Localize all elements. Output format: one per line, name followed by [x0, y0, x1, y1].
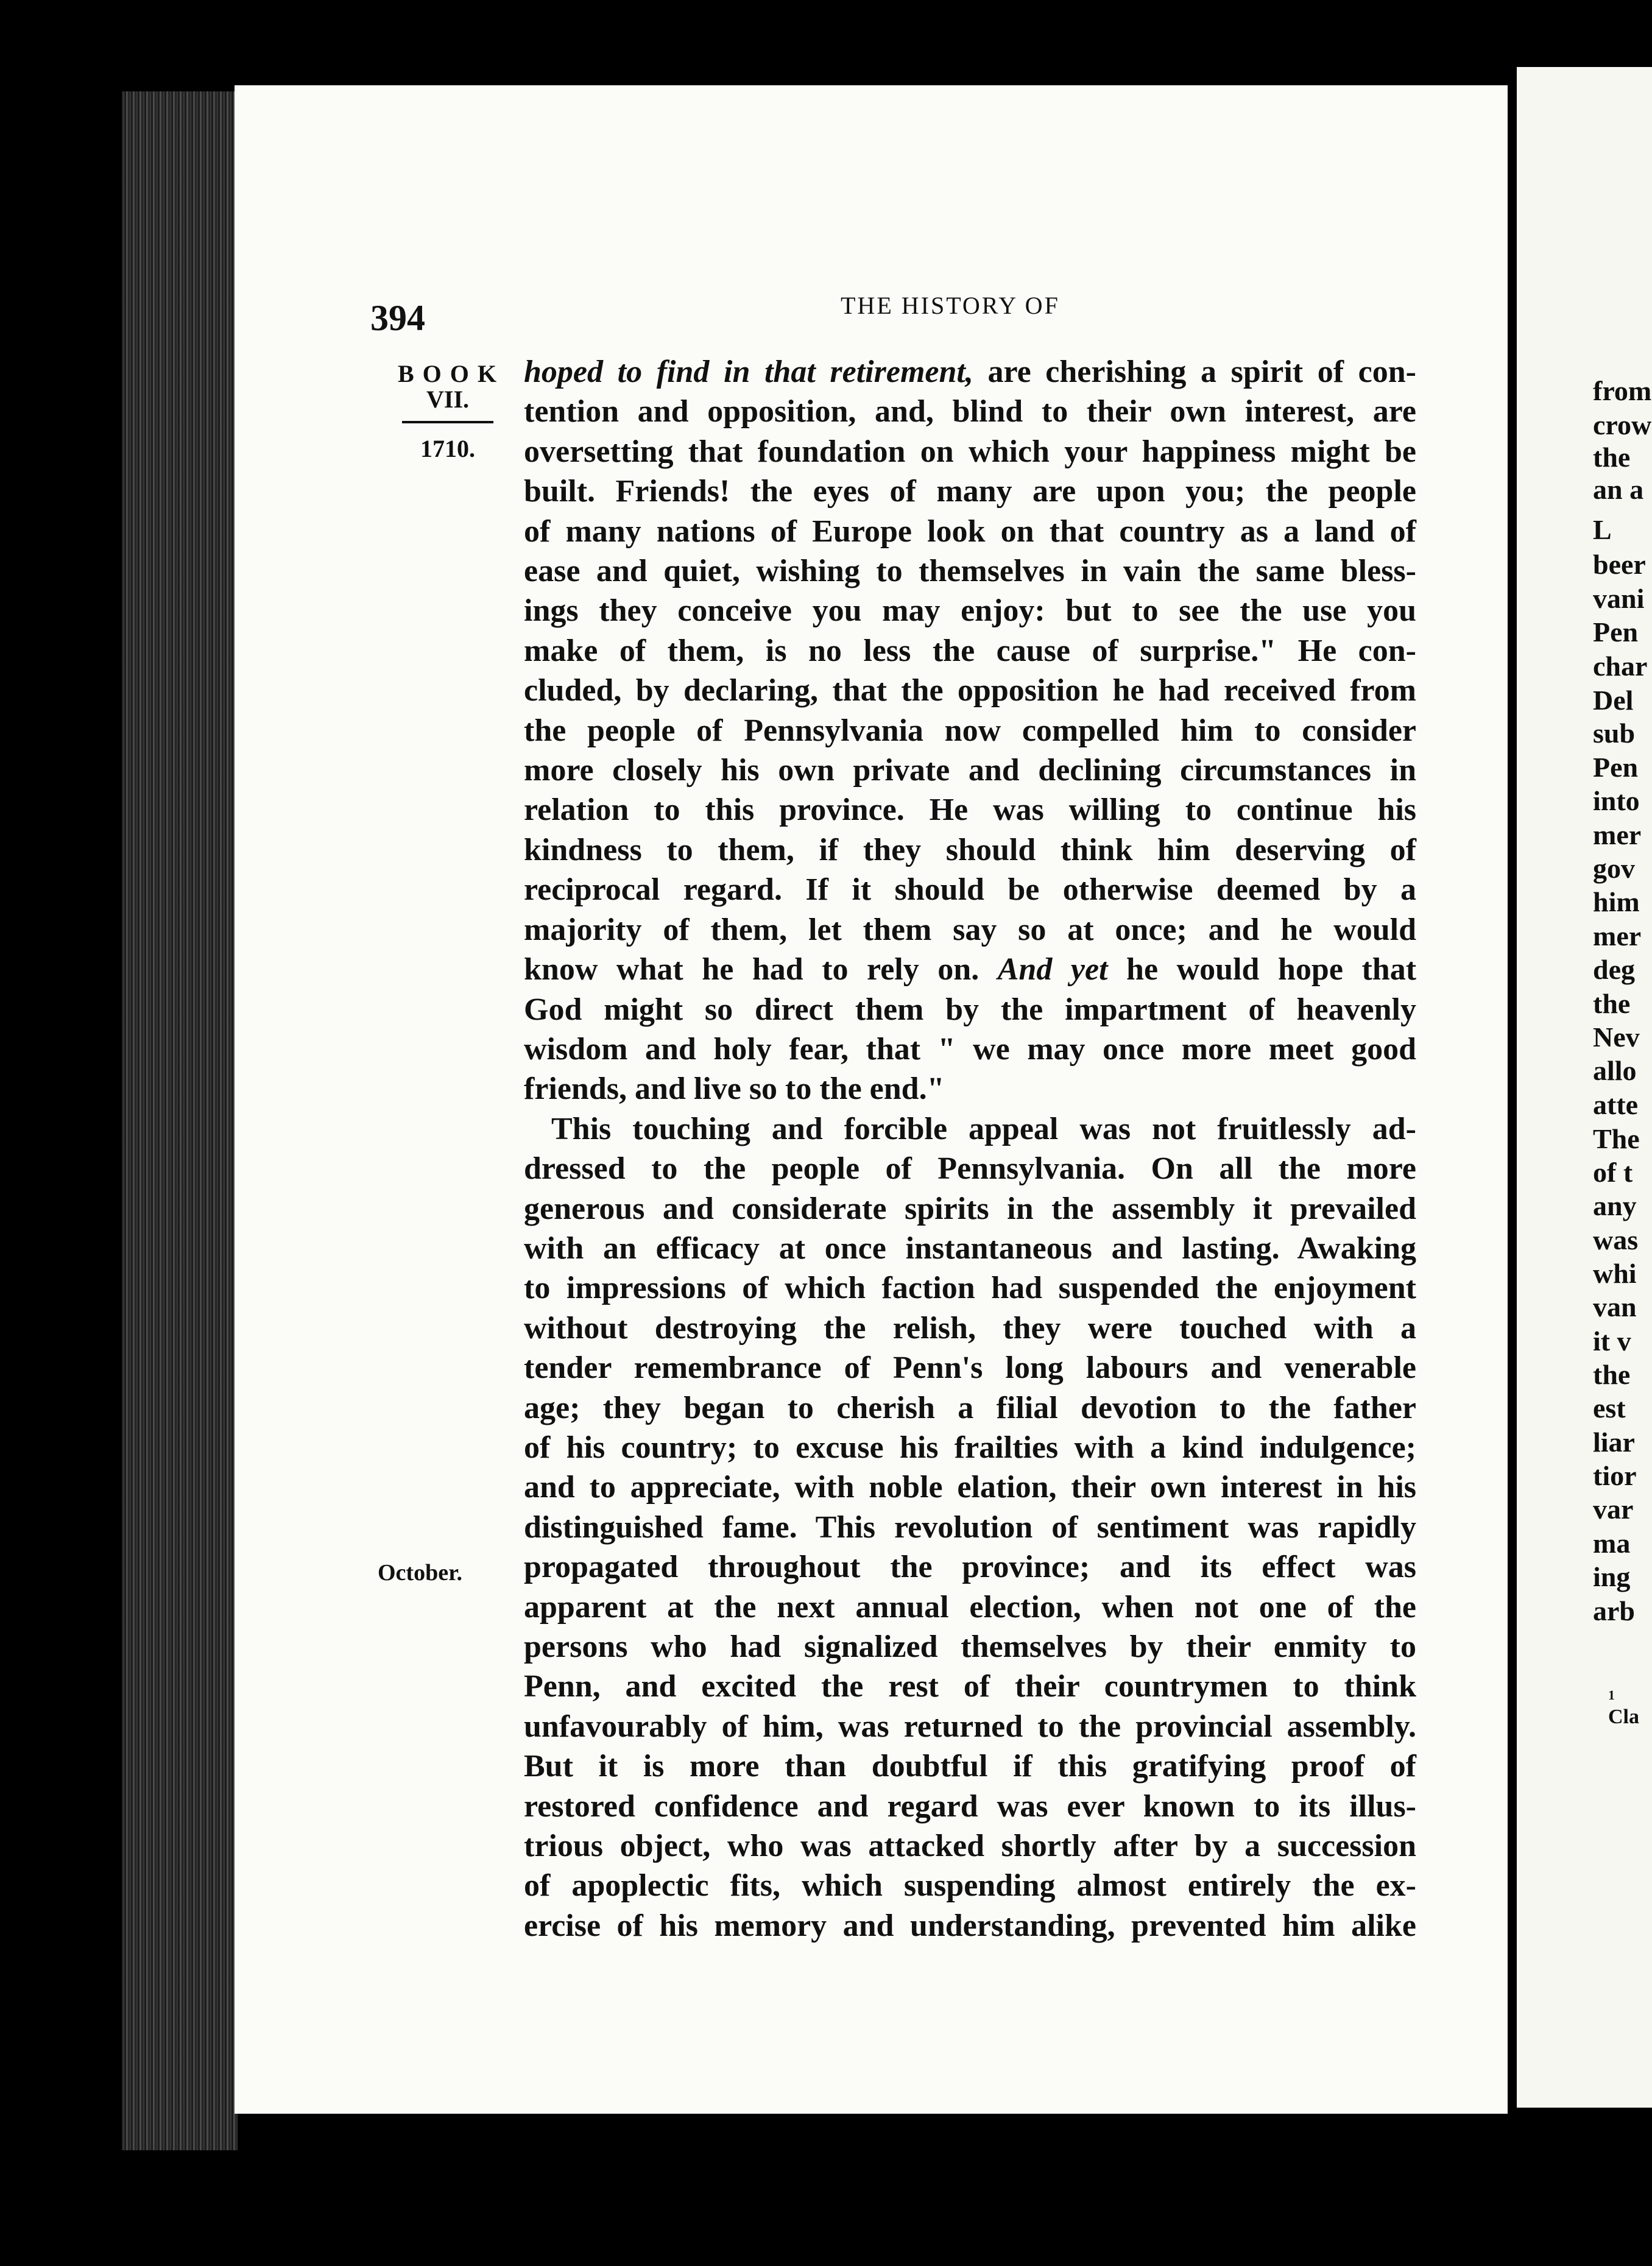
text-line — [524, 1189, 1416, 1229]
text-line — [524, 1029, 1416, 1069]
text-line — [524, 1388, 1416, 1428]
margin-year: 1710. — [420, 435, 475, 462]
text-run: persons who had signalized themselves by their enmity to — [524, 1629, 1416, 1664]
adjacent-footnote-mark: 1 — [1608, 1687, 1615, 1703]
text-run: This touching and forcible appeal was not fruitlessly ad- — [551, 1111, 1416, 1146]
text-run: Penn, and excited the rest of their countrymen to think — [524, 1669, 1416, 1704]
text-line — [524, 1667, 1416, 1706]
text-line — [524, 1906, 1416, 1946]
text-run: tention and opposition, and, blind to their own interest, are — [524, 394, 1416, 429]
adjacent-text-line: Del — [1593, 685, 1634, 716]
text-run: tender remembrance of Penn's long labours and venerable — [524, 1350, 1416, 1386]
text-run: restored confidence and regard was ever known to its illus- — [524, 1788, 1416, 1824]
body-text — [524, 352, 1416, 1946]
text-run: trious object, who was attacked shortly after by a succession — [524, 1829, 1416, 1864]
adjacent-text-line: allo — [1593, 1055, 1637, 1086]
text-run: ercise of his memory and understanding, prevented him alike — [524, 1908, 1416, 1943]
text-line — [524, 392, 1416, 431]
adjacent-text-line: ma — [1593, 1528, 1631, 1559]
adjacent-text-line: whi — [1593, 1258, 1637, 1289]
text-line — [524, 1787, 1416, 1826]
adjacent-text-line: L — [1593, 514, 1612, 545]
text-line — [524, 1547, 1416, 1587]
text-line — [524, 990, 1416, 1029]
text-run: of many nations of Europe look on that country as a land of — [524, 514, 1416, 549]
adjacent-text-line: mer — [1593, 920, 1642, 951]
text-line — [524, 1149, 1416, 1188]
adjacent-page-fragment — [1517, 67, 1652, 2108]
text-run: relation to this province. He was willing to continue his — [524, 792, 1416, 828]
text-run: he would hope that — [1107, 952, 1417, 987]
text-run: ease and quiet, wishing to themselves in vain the same bless- — [524, 554, 1416, 589]
adjacent-text-line: into — [1593, 785, 1640, 816]
text-run: oversetting that foundation on which your happiness might be — [524, 434, 1416, 469]
text-line — [524, 591, 1416, 630]
text-line — [524, 1866, 1416, 1905]
adjacent-text-line: The — [1593, 1123, 1640, 1154]
adjacent-text-line: liar — [1593, 1427, 1635, 1458]
text-run: reciprocal regard. If it should be otherwise deemed by a — [524, 872, 1416, 908]
text-run: of apoplectic fits, which suspending almost entirely the ex- — [524, 1868, 1416, 1904]
text-run: to impressions of which faction had suspended the enjoyment — [524, 1271, 1416, 1306]
adjacent-text-line: ing — [1593, 1561, 1631, 1592]
text-run: built. Friends! the eyes of many are upon you; the people — [524, 474, 1416, 509]
text-line — [524, 830, 1416, 870]
running-title: THE HISTORY OF — [841, 292, 1060, 319]
adjacent-text-line: Pen — [1593, 752, 1639, 783]
text-run: of his country; to excuse his frailties with a kind indulgence; — [524, 1430, 1416, 1465]
text-run: are cherishing a spirit of con- — [973, 355, 1416, 389]
adjacent-text-line: the — [1593, 1359, 1631, 1390]
text-run: ings they conceive you may enjoy: but to see the use you — [524, 593, 1416, 629]
text-line — [524, 910, 1416, 950]
adjacent-text-line: gov — [1593, 853, 1635, 884]
text-line — [524, 551, 1416, 591]
text-line — [524, 750, 1416, 790]
adjacent-text-line: the — [1593, 442, 1631, 473]
text-run: dressed to the people of Pennsylvania. On all the more — [524, 1151, 1416, 1187]
italic-text: hoped to find in that retirement, — [524, 355, 973, 389]
text-line — [524, 790, 1416, 830]
adjacent-text-line: atte — [1593, 1089, 1639, 1120]
text-line — [524, 1587, 1416, 1627]
adjacent-text-line: crow — [1593, 409, 1652, 440]
text-line — [524, 432, 1416, 471]
adjacent-text-line: Nev — [1593, 1022, 1640, 1053]
text-line — [524, 1826, 1416, 1866]
text-run: more closely his own private and declining circumstances in — [524, 753, 1416, 788]
text-run: cluded, by declaring, that the opposition he had received from — [524, 673, 1416, 708]
text-line — [524, 1229, 1416, 1268]
text-run: kindness to them, if they should think him deserving of — [524, 832, 1416, 867]
adjacent-text-line: him — [1593, 886, 1640, 917]
adjacent-text-line: it v — [1593, 1325, 1631, 1357]
text-run: without destroying the relish, they were touched with a — [524, 1310, 1416, 1346]
text-line — [524, 1109, 1416, 1149]
adjacent-text-line: any — [1593, 1190, 1637, 1221]
adjacent-text-line: deg — [1593, 954, 1635, 985]
adjacent-text-line: mer — [1593, 819, 1642, 850]
margin-note — [390, 359, 506, 463]
adjacent-text-line: arb — [1593, 1595, 1635, 1626]
adjacent-text-line: sub — [1593, 718, 1636, 749]
text-run: majority of them, let them say so at once; and he would — [524, 912, 1416, 947]
adjacent-text-line: char — [1593, 651, 1648, 682]
text-line — [524, 671, 1416, 710]
adjacent-text-line: of t — [1593, 1157, 1633, 1188]
margin-book: BOOK — [397, 360, 506, 387]
text-run: But it is more than doubtful if this gratifying proof of — [524, 1749, 1416, 1784]
text-run: God might so direct them by the impartment of heavenly — [524, 992, 1416, 1027]
text-run: make of them, is no less the cause of surprise." He con- — [524, 633, 1416, 668]
text-line — [524, 1268, 1416, 1308]
text-line — [524, 471, 1416, 511]
adjacent-text-line: an a — [1593, 474, 1644, 505]
text-line — [524, 1707, 1416, 1746]
adjacent-text-line: tior — [1593, 1460, 1637, 1491]
text-line — [524, 711, 1416, 750]
text-line — [524, 1746, 1416, 1786]
text-run: distinguished fame. This revolution of sentiment was rapidly — [524, 1509, 1416, 1545]
text-line — [524, 1348, 1416, 1388]
text-line — [524, 1508, 1416, 1547]
page-number: 394 — [370, 298, 425, 338]
margin-volume: VII. — [426, 386, 470, 413]
text-run: and to appreciate, with noble elation, their own interest in his — [524, 1470, 1416, 1505]
text-line — [524, 1627, 1416, 1667]
adjacent-text-line: was — [1593, 1224, 1639, 1255]
adjacent-text-line: beer — [1593, 549, 1646, 580]
text-line — [524, 1428, 1416, 1467]
adjacent-text-line: var — [1593, 1494, 1634, 1525]
text-run: propagated throughout the province; and its effect was — [524, 1550, 1416, 1585]
margin-month: October. — [378, 1560, 462, 1586]
text-line — [524, 512, 1416, 551]
adjacent-footnote-text: Cla — [1608, 1706, 1639, 1728]
margin-rule — [402, 421, 493, 423]
text-run: with an efficacy at once instantaneous and lasting. Awaking — [524, 1230, 1416, 1266]
text-run: the people of Pennsylvania now compelled him to consider — [524, 713, 1416, 748]
text-line — [524, 1069, 1416, 1109]
text-line — [524, 950, 1416, 989]
adjacent-text-line: est — [1593, 1392, 1626, 1424]
text-run: know what he had to rely on. — [524, 952, 998, 987]
italic-text: And yet — [997, 952, 1108, 987]
text-run: unfavourably of him, was returned to the provincial assembly. — [524, 1709, 1416, 1744]
adjacent-text-line: the — [1593, 988, 1631, 1019]
text-line — [524, 352, 1416, 392]
adjacent-text-line: vani — [1593, 583, 1645, 614]
text-run: friends, and live so to the end." — [524, 1071, 945, 1107]
text-line — [524, 1308, 1416, 1348]
text-run: wisdom and holy fear, that " we may once more meet good — [524, 1031, 1416, 1067]
text-line — [524, 1467, 1416, 1507]
page-edges — [122, 91, 238, 2150]
adjacent-text-line: from — [1593, 375, 1652, 406]
text-line — [524, 870, 1416, 909]
text-run: generous and considerate spirits in the assembly it prevailed — [524, 1191, 1416, 1226]
text-line — [524, 631, 1416, 671]
text-run: age; they began to cherish a filial devotion to the father — [524, 1390, 1416, 1425]
adjacent-text-line: Pen — [1593, 616, 1639, 648]
text-run: apparent at the next annual election, when not one of the — [524, 1589, 1416, 1625]
adjacent-text-line: van — [1593, 1291, 1637, 1322]
